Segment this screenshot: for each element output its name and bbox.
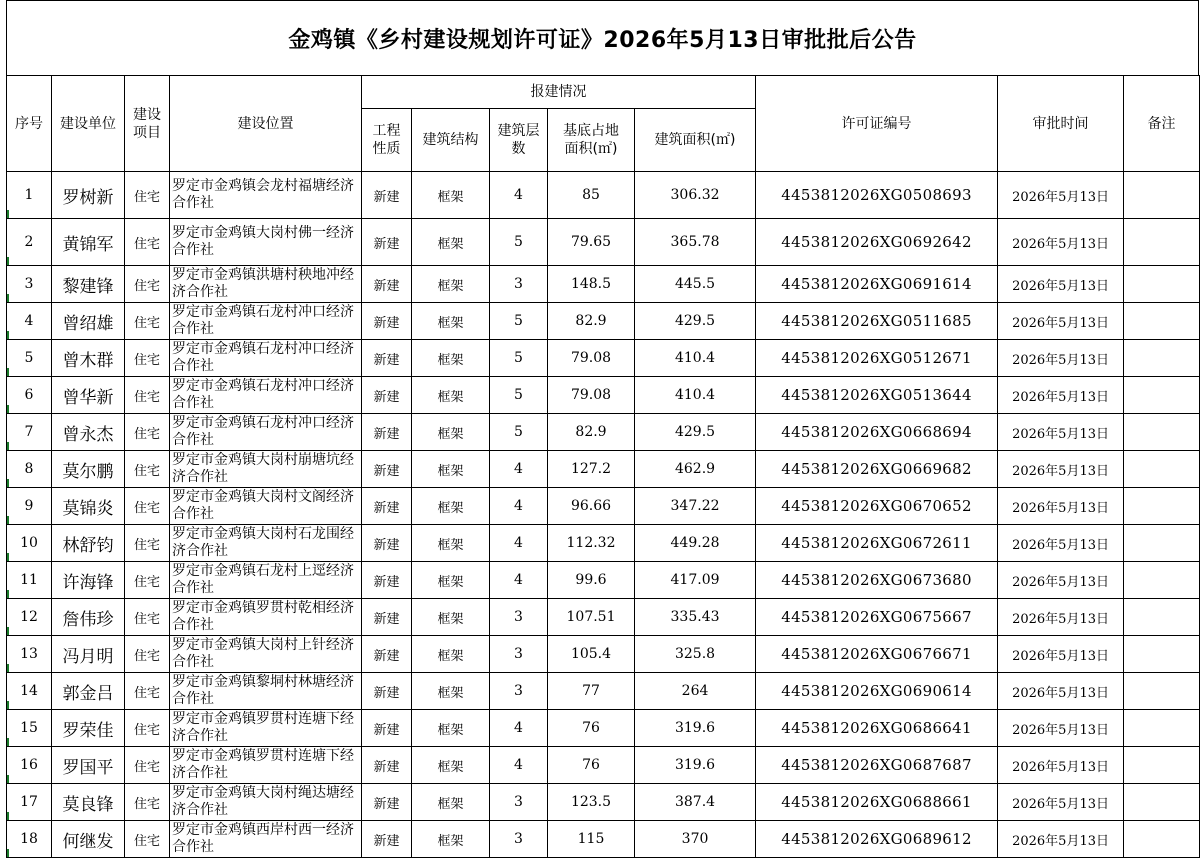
header-base-area [548,109,635,172]
cell-remark [1124,673,1200,710]
cell-nature: 新建 [362,525,412,562]
table-row [7,747,1200,784]
header-permit: 许可证编号 [756,76,998,172]
table-row [7,303,1200,340]
cell-permit: 4453812026XG0691614 [756,266,998,303]
cell-permit: 4453812026XG0512671 [756,340,998,377]
cell-remark [1124,747,1200,784]
cell-base-area: 148.5 [548,266,635,303]
cell-location: 罗定市金鸡镇大岗村文阁经济合作社 [170,488,362,525]
cell-project: 住宅 [125,673,170,710]
cell-floor-area: 264 [635,673,756,710]
cell-date: 2026年5月13日 [998,673,1124,710]
cell-floor-area: 365.78 [635,219,756,266]
cell-project: 住宅 [125,562,170,599]
cell-seq: 16 [7,747,52,784]
cell-base-area: 99.6 [548,562,635,599]
cell-structure: 框架 [412,377,490,414]
cell-location: 罗定市金鸡镇大岗村石龙围经济合作社 [170,525,362,562]
cell-date: 2026年5月13日 [998,340,1124,377]
cell-nature: 新建 [362,673,412,710]
cell-seq: 13 [7,636,52,673]
cell-unit: 郭金吕 [52,673,125,710]
cell-base-area: 105.4 [548,636,635,673]
cell-project: 住宅 [125,172,170,219]
cell-seq: 5 [7,340,52,377]
cell-location: 罗定市金鸡镇石龙村上逕经济合作社 [170,562,362,599]
cell-base-area: 96.66 [548,488,635,525]
cell-seq: 7 [7,414,52,451]
cell-base-area: 76 [548,747,635,784]
cell-nature: 新建 [362,219,412,266]
cell-project: 住宅 [125,488,170,525]
cell-location: 罗定市金鸡镇石龙村冲口经济合作社 [170,303,362,340]
cell-floors: 4 [490,710,548,747]
cell-nature: 新建 [362,377,412,414]
cell-structure: 框架 [412,673,490,710]
cell-remark [1124,219,1200,266]
cell-date: 2026年5月13日 [998,821,1124,858]
cell-floor-area: 429.5 [635,414,756,451]
cell-remark [1124,172,1200,219]
cell-project: 住宅 [125,219,170,266]
cell-project: 住宅 [125,451,170,488]
cell-location: 罗定市金鸡镇石龙村冲口经济合作社 [170,414,362,451]
cell-floors: 4 [490,488,548,525]
cell-floors: 3 [490,673,548,710]
cell-unit: 莫良锋 [52,784,125,821]
cell-structure: 框架 [412,451,490,488]
cell-location: 罗定市金鸡镇大岗村崩塘坑经济合作社 [170,451,362,488]
page-title: 金鸡镇《乡村建设规划许可证》2026年5月13日审批批后公告 [6,0,1199,75]
cell-floor-area: 445.5 [635,266,756,303]
cell-project: 住宅 [125,784,170,821]
table-row [7,488,1200,525]
cell-seq: 6 [7,377,52,414]
header-seq: 序号 [7,76,52,172]
cell-nature: 新建 [362,821,412,858]
cell-project: 住宅 [125,525,170,562]
cell-structure: 框架 [412,784,490,821]
cell-remark [1124,340,1200,377]
cell-nature: 新建 [362,562,412,599]
cell-base-area: 115 [548,821,635,858]
table-row [7,219,1200,266]
cell-seq: 4 [7,303,52,340]
cell-seq: 1 [7,172,52,219]
cell-remark [1124,451,1200,488]
cell-structure: 框架 [412,488,490,525]
cell-remark [1124,636,1200,673]
header-location: 建设位置 [170,76,362,172]
cell-structure: 框架 [412,340,490,377]
table-row [7,710,1200,747]
cell-project: 住宅 [125,747,170,784]
cell-structure: 框架 [412,710,490,747]
cell-location: 罗定市金鸡镇罗贯村连塘下经济合作社 [170,710,362,747]
cell-date: 2026年5月13日 [998,488,1124,525]
cell-unit: 黎建锋 [52,266,125,303]
cell-unit: 许海锋 [52,562,125,599]
table-row [7,673,1200,710]
cell-floor-area: 335.43 [635,599,756,636]
table-row [7,451,1200,488]
cell-floor-area: 410.4 [635,340,756,377]
header-remark: 备注 [1124,76,1200,172]
cell-remark [1124,303,1200,340]
cell-floors: 4 [490,172,548,219]
cell-base-area: 127.2 [548,451,635,488]
cell-unit: 罗国平 [52,747,125,784]
cell-permit: 4453812026XG0670652 [756,488,998,525]
cell-base-area: 79.08 [548,340,635,377]
cell-remark [1124,599,1200,636]
cell-unit: 曾永杰 [52,414,125,451]
cell-base-area: 77 [548,673,635,710]
cell-unit: 林舒钧 [52,525,125,562]
cell-floor-area: 319.6 [635,710,756,747]
header-group: 报建情况 [362,76,756,109]
cell-base-area: 123.5 [548,784,635,821]
cell-seq: 11 [7,562,52,599]
header-project-text: 建设 项目 [133,106,161,141]
header-structure: 建筑结构 [412,109,490,172]
cell-permit: 4453812026XG0689612 [756,821,998,858]
cell-floor-area: 462.9 [635,451,756,488]
cell-seq: 3 [7,266,52,303]
cell-unit: 曾绍雄 [52,303,125,340]
cell-location: 罗定市金鸡镇石龙村冲口经济合作社 [170,340,362,377]
cell-date: 2026年5月13日 [998,219,1124,266]
cell-floors: 5 [490,303,548,340]
cell-permit: 4453812026XG0690614 [756,673,998,710]
cell-permit: 4453812026XG0673680 [756,562,998,599]
cell-permit: 4453812026XG0687687 [756,747,998,784]
cell-permit: 4453812026XG0508693 [756,172,998,219]
cell-unit: 莫尔鹏 [52,451,125,488]
cell-floor-area: 325.8 [635,636,756,673]
table-row [7,636,1200,673]
cell-unit: 詹伟珍 [52,599,125,636]
cell-remark [1124,266,1200,303]
cell-location: 罗定市金鸡镇罗贯村乾相经济合作社 [170,599,362,636]
cell-unit: 何继发 [52,821,125,858]
cell-location: 罗定市金鸡镇会龙村福塘经济合作社 [170,172,362,219]
cell-project: 住宅 [125,599,170,636]
cell-floor-area: 370 [635,821,756,858]
cell-structure: 框架 [412,747,490,784]
header-floors [490,109,548,172]
header-floor-area: 建筑面积(㎡) [635,109,756,172]
cell-structure: 框架 [412,172,490,219]
cell-floors: 4 [490,525,548,562]
cell-base-area: 112.32 [548,525,635,562]
cell-project: 住宅 [125,377,170,414]
cell-project: 住宅 [125,303,170,340]
announcement-sheet [6,0,1199,858]
cell-floors: 5 [490,414,548,451]
cell-date: 2026年5月13日 [998,747,1124,784]
cell-nature: 新建 [362,340,412,377]
header-unit: 建设单位 [52,76,125,172]
table-row [7,172,1200,219]
cell-unit: 罗荣佳 [52,710,125,747]
cell-date: 2026年5月13日 [998,451,1124,488]
cell-floor-area: 429.5 [635,303,756,340]
cell-unit: 莫锦炎 [52,488,125,525]
cell-base-area: 82.9 [548,303,635,340]
cell-location: 罗定市金鸡镇大岗村上针经济合作社 [170,636,362,673]
table-body [7,172,1200,858]
header-project [125,76,170,172]
cell-project: 住宅 [125,821,170,858]
cell-floors: 3 [490,636,548,673]
cell-nature: 新建 [362,414,412,451]
cell-location: 罗定市金鸡镇石龙村冲口经济合作社 [170,377,362,414]
cell-remark [1124,377,1200,414]
cell-project: 住宅 [125,710,170,747]
cell-date: 2026年5月13日 [998,172,1124,219]
cell-floor-area: 319.6 [635,747,756,784]
cell-seq: 18 [7,821,52,858]
cell-seq: 15 [7,710,52,747]
header-floors-text: 建筑层 数 [497,123,540,157]
cell-permit: 4453812026XG0513644 [756,377,998,414]
cell-structure: 框架 [412,821,490,858]
cell-location: 罗定市金鸡镇大岗村绳达塘经济合作社 [170,784,362,821]
cell-location: 罗定市金鸡镇罗贯村连塘下经济合作社 [170,747,362,784]
cell-nature: 新建 [362,303,412,340]
cell-floors: 4 [490,451,548,488]
cell-base-area: 85 [548,172,635,219]
cell-base-area: 82.9 [548,414,635,451]
cell-project: 住宅 [125,414,170,451]
cell-floor-area: 410.4 [635,377,756,414]
table-row [7,525,1200,562]
cell-permit: 4453812026XG0692642 [756,219,998,266]
cell-seq: 12 [7,599,52,636]
cell-seq: 17 [7,784,52,821]
table-row [7,562,1200,599]
cell-floor-area: 347.22 [635,488,756,525]
cell-permit: 4453812026XG0675667 [756,599,998,636]
cell-nature: 新建 [362,172,412,219]
cell-location: 罗定市金鸡镇西岸村西一经济合作社 [170,821,362,858]
cell-date: 2026年5月13日 [998,599,1124,636]
cell-base-area: 79.65 [548,219,635,266]
cell-remark [1124,821,1200,858]
header-date: 审批时间 [998,76,1124,172]
cell-floors: 4 [490,562,548,599]
table-row [7,784,1200,821]
cell-unit: 曾木群 [52,340,125,377]
header-nature-text: 工程 性质 [372,123,401,157]
cell-date: 2026年5月13日 [998,710,1124,747]
cell-floors: 3 [490,821,548,858]
table-row [7,340,1200,377]
cell-floors: 4 [490,747,548,784]
cell-seq: 2 [7,219,52,266]
cell-floors: 3 [490,599,548,636]
cell-floor-area: 306.32 [635,172,756,219]
header-nature [362,109,412,172]
cell-date: 2026年5月13日 [998,562,1124,599]
cell-permit: 4453812026XG0672611 [756,525,998,562]
cell-date: 2026年5月13日 [998,525,1124,562]
cell-remark [1124,525,1200,562]
cell-remark [1124,710,1200,747]
cell-nature: 新建 [362,710,412,747]
cell-floors: 3 [490,266,548,303]
cell-date: 2026年5月13日 [998,784,1124,821]
cell-nature: 新建 [362,747,412,784]
cell-unit: 罗树新 [52,172,125,219]
cell-floors: 5 [490,377,548,414]
cell-remark [1124,784,1200,821]
cell-structure: 框架 [412,562,490,599]
cell-permit: 4453812026XG0686641 [756,710,998,747]
cell-nature: 新建 [362,488,412,525]
cell-seq: 8 [7,451,52,488]
cell-location: 罗定市金鸡镇洪塘村秧地冲经济合作社 [170,266,362,303]
cell-remark [1124,488,1200,525]
cell-date: 2026年5月13日 [998,377,1124,414]
table-row [7,821,1200,858]
cell-permit: 4453812026XG0676671 [756,636,998,673]
cell-structure: 框架 [412,303,490,340]
cell-floors: 3 [490,784,548,821]
cell-location: 罗定市金鸡镇黎垌村林塘经济合作社 [170,673,362,710]
cell-nature: 新建 [362,636,412,673]
cell-unit: 冯月明 [52,636,125,673]
cell-date: 2026年5月13日 [998,266,1124,303]
cell-floor-area: 387.4 [635,784,756,821]
cell-seq: 9 [7,488,52,525]
table-row [7,414,1200,451]
cell-project: 住宅 [125,340,170,377]
cell-structure: 框架 [412,414,490,451]
table-row [7,599,1200,636]
cell-permit: 4453812026XG0669682 [756,451,998,488]
cell-structure: 框架 [412,636,490,673]
permit-table [6,75,1200,858]
cell-structure: 框架 [412,599,490,636]
table-row [7,266,1200,303]
cell-unit: 黄锦军 [52,219,125,266]
table-row [7,377,1200,414]
cell-project: 住宅 [125,266,170,303]
cell-unit: 曾华新 [52,377,125,414]
cell-permit: 4453812026XG0511685 [756,303,998,340]
cell-base-area: 79.08 [548,377,635,414]
cell-remark [1124,562,1200,599]
cell-nature: 新建 [362,784,412,821]
cell-nature: 新建 [362,451,412,488]
cell-project: 住宅 [125,636,170,673]
cell-floors: 5 [490,219,548,266]
cell-seq: 10 [7,525,52,562]
cell-structure: 框架 [412,219,490,266]
header-base-area-text: 基底占地 面积(㎡) [563,123,619,157]
cell-nature: 新建 [362,266,412,303]
cell-nature: 新建 [362,599,412,636]
cell-base-area: 107.51 [548,599,635,636]
cell-seq: 14 [7,673,52,710]
cell-remark [1124,414,1200,451]
cell-base-area: 76 [548,710,635,747]
cell-date: 2026年5月13日 [998,636,1124,673]
cell-floor-area: 417.09 [635,562,756,599]
cell-structure: 框架 [412,525,490,562]
cell-location: 罗定市金鸡镇大岗村佛一经济合作社 [170,219,362,266]
cell-floor-area: 449.28 [635,525,756,562]
cell-floors: 5 [490,340,548,377]
cell-permit: 4453812026XG0668694 [756,414,998,451]
cell-date: 2026年5月13日 [998,414,1124,451]
cell-permit: 4453812026XG0688661 [756,784,998,821]
cell-date: 2026年5月13日 [998,303,1124,340]
cell-structure: 框架 [412,266,490,303]
